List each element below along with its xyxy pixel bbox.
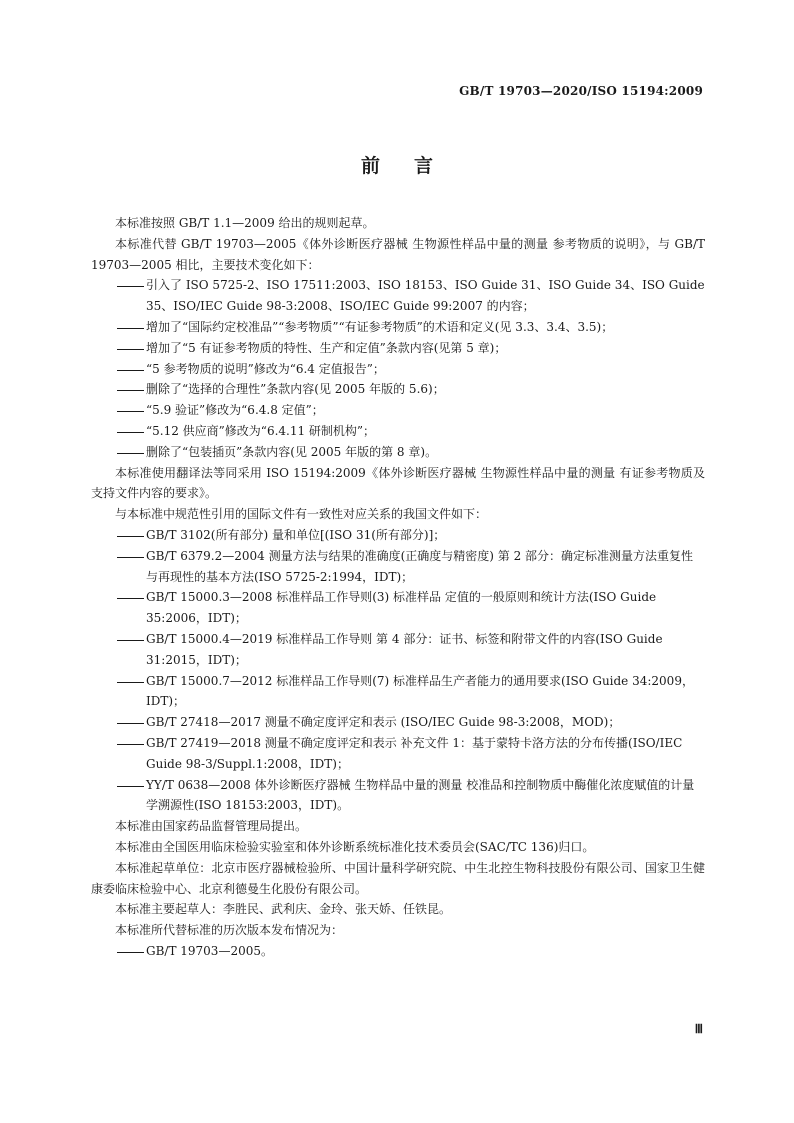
standard-code-header: GB/T 19703—2020/ISO 15194:2009 [459, 84, 703, 98]
change-list-item: 引入了 ISO 5725-2、ISO 17511:2003、ISO 18153、ISO Guide 31、ISO Guide 34、ISO Guide 35、ISO/IEC Guide 98-3:2008、ISO/IEC Guide 99:2007 的内容； [146, 278, 705, 314]
page-title: 前言 [360, 155, 467, 177]
reference-list-item: GB/T 27418—2017 测量不确定度评定和表示 (ISO/IEC Guide 98-3:2008，MOD)； [146, 715, 621, 730]
page-number: Ⅲ [694, 1022, 703, 1036]
paragraph: 本标准代替 GB/T 19703—2005《体外诊断医疗器械 生物源性样品中量的测量 参考物质的说明》，与 GB/T 19703—2005 相比，主要技术变化如下： [91, 236, 705, 272]
paragraph: 本标准使用翻译法等同采用 ISO 15194:2009《体外诊断医疗器械 生物源性样品中量的测量 有证参考物质及支持文件内容的要求》。 [91, 465, 705, 501]
change-list-item: 增加了“5 有证参考物质的特性、生产和定值”条款内容(见第 5 章)； [146, 340, 507, 355]
paragraph: 本标准由国家药品监督管理局提出。 [115, 819, 308, 834]
paragraph: 与本标准中规范性引用的国际文件有一致性对应关系的我国文件如下： [115, 507, 488, 522]
change-list-item: 增加了“国际约定校准品”“参考物质”“有证参考物质”的术语和定义(见 3.3、3.4、3.5)； [146, 319, 614, 334]
change-list-item: “5.9 验证”修改为“6.4.8 定值”； [146, 403, 324, 418]
reference-list-item: GB/T 15000.3—2008 标准样品工作导则(3) 标准样品 定值的一般原则和统计方法(ISO Guide 35:2006，IDT)； [146, 590, 657, 626]
reference-list-item: GB/T 6379.2—2004 测量方法与结果的准确度(正确度与精密度) 第 2 部分：确定标准测量方法重复性与再现性的基本方法(ISO 5725-2:1994，IDT)； [146, 548, 694, 584]
change-list-item: “5.12 供应商”修改为“6.4.11 研制机构”； [146, 423, 376, 438]
paragraph: 本标准按照 GB/T 1.1—2009 给出的规则起草。 [115, 216, 375, 230]
history-list-item: GB/T 19703—2005。 [146, 943, 273, 958]
change-list-item: “5 参考物质的说明”修改为“6.4 定值报告”； [146, 361, 385, 376]
reference-list-item: YY/T 0638—2008 体外诊断医疗器械 生物样品中量的测量 校准品和控制物质中酶催化浓度赋值的计量学溯源性(ISO 18153:2003，IDT)。 [146, 777, 695, 813]
paragraph: 本标准由全国医用临床检验实验室和体外诊断系统标准化技术委员会(SAC/TC 136)归口。 [115, 839, 595, 854]
change-list-item: 删除了“选择的合理性”条款内容(见 2005 年版的 5.6)； [146, 382, 445, 397]
paragraph: 本标准起草单位：北京市医疗器械检验所、中国计量科学研究院、中生北控生物科技股份有限公司、国家卫生健康委临床检验中心、北京利德曼生化股份有限公司。 [91, 860, 705, 896]
reference-list-item: GB/T 27419—2018 测量不确定度评定和表示 补充文件 1：基于蒙特卡洛方法的分布传播(ISO/IEC Guide 98-3/Suppl.1:2008，IDT)； [146, 735, 683, 771]
change-list-item: 删除了“包装插页”条款内容(见 2005 年版的第 8 章)。 [146, 444, 438, 459]
paragraph: 本标准主要起草人：李胜民、武利庆、金玲、张天娇、任铁昆。 [115, 902, 452, 917]
document-body [91, 213, 705, 962]
reference-list-item: GB/T 15000.7—2012 标准样品工作导则(7) 标准样品生产者能力的通用要求(ISO Guide 34:2009，IDT)； [146, 673, 694, 709]
paragraph: 本标准所代替标准的历次版本发布情况为： [115, 923, 344, 938]
reference-list-item: GB/T 3102(所有部分) 量和单位[(ISO 31(所有部分)]； [146, 527, 446, 542]
reference-list-item: GB/T 15000.4—2019 标准样品工作导则 第 4 部分：证书、标签和附带文件的内容(ISO Guide 31:2015，IDT)； [146, 631, 663, 667]
